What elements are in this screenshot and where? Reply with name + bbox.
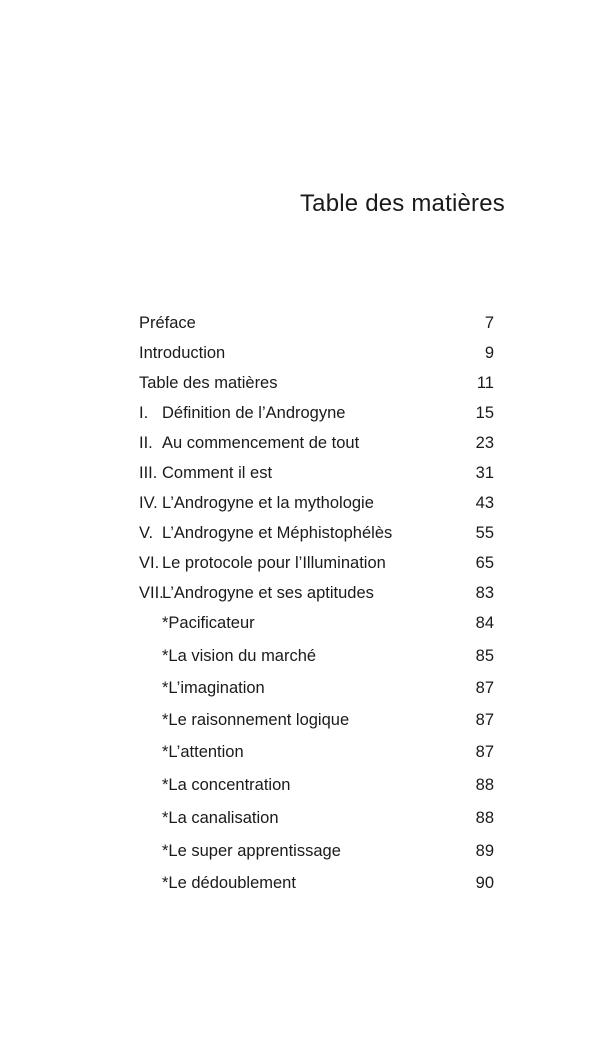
toc-subentry-label: *Le dédoublement bbox=[162, 874, 296, 892]
toc-subentry bbox=[139, 709, 494, 731]
toc-subentry bbox=[139, 774, 494, 796]
toc-entry bbox=[139, 432, 494, 454]
toc-entry-page: 65 bbox=[475, 554, 494, 572]
toc-entry bbox=[139, 582, 494, 604]
toc-subentry-label: *Le raisonnement logique bbox=[162, 711, 350, 729]
toc-entry-page: 55 bbox=[475, 524, 494, 542]
toc-entry-label: Comment il est bbox=[162, 464, 273, 482]
toc-entry-number: VII. bbox=[139, 584, 164, 602]
toc-entry-label: L’Androgyne et Méphistophélès bbox=[162, 524, 393, 542]
toc-entry-page: 15 bbox=[475, 404, 494, 422]
toc-entry-label: L’Androgyne et la mythologie bbox=[162, 494, 374, 512]
toc-entry-number: IV. bbox=[139, 494, 158, 512]
toc-entry bbox=[139, 462, 494, 484]
toc-subentry-label: *Le super apprentissage bbox=[162, 842, 341, 860]
toc-subentry bbox=[139, 840, 494, 862]
toc-entry bbox=[139, 372, 494, 394]
toc-entry bbox=[139, 522, 494, 544]
toc-entry-number: III. bbox=[139, 464, 158, 482]
toc-subentry-page: 90 bbox=[475, 874, 494, 892]
toc-subentry-label: *La canalisation bbox=[162, 809, 279, 827]
toc-subentry-page: 87 bbox=[475, 711, 494, 729]
toc-entry-page: 23 bbox=[475, 434, 494, 452]
toc-entry-number: VI. bbox=[139, 554, 160, 572]
toc-entry-page: 7 bbox=[484, 314, 494, 332]
toc-subentry bbox=[139, 645, 494, 667]
toc-entry bbox=[139, 552, 494, 574]
toc-subentry-label: *La vision du marché bbox=[162, 647, 317, 665]
toc-entry-label: Définition de l’Androgyne bbox=[162, 404, 346, 422]
toc-subentry bbox=[139, 872, 494, 894]
toc-entry-page: 31 bbox=[475, 464, 494, 482]
toc-entry-page: 9 bbox=[484, 344, 494, 362]
toc-subentry-label: *La concentration bbox=[162, 776, 291, 794]
toc-entry bbox=[139, 312, 494, 334]
toc-subentry bbox=[139, 807, 494, 829]
toc-subentry-page: 87 bbox=[475, 743, 494, 761]
page-title: Table des matières bbox=[299, 190, 505, 217]
toc-entry-page: 83 bbox=[475, 584, 494, 602]
toc-entry-label: Introduction bbox=[139, 344, 226, 362]
toc-subentry-page: 89 bbox=[475, 842, 494, 860]
toc-entry-page: 43 bbox=[475, 494, 494, 512]
toc-entry-label: Au commencement de tout bbox=[162, 434, 360, 452]
toc-entry bbox=[139, 492, 494, 514]
toc-entry-page: 11 bbox=[476, 374, 494, 392]
toc-entry-label: L’Androgyne et ses aptitudes bbox=[162, 584, 374, 602]
toc-subentry-page: 88 bbox=[475, 776, 494, 794]
toc-subentry-label: *Pacificateur bbox=[162, 614, 255, 632]
toc-entry-label: Le protocole pour l’Illumination bbox=[162, 554, 386, 572]
toc-subentry bbox=[139, 612, 494, 634]
toc-subentry-page: 84 bbox=[475, 614, 494, 632]
toc-entry-number: II. bbox=[139, 434, 153, 452]
toc-subentry-label: *L’attention bbox=[162, 743, 244, 761]
toc-subentry bbox=[139, 677, 494, 699]
toc-entry-label: Préface bbox=[139, 314, 196, 332]
toc-subentry-page: 88 bbox=[475, 809, 494, 827]
toc-subentry bbox=[139, 741, 494, 763]
toc-subentry-label: *L’imagination bbox=[162, 679, 265, 697]
toc-entry bbox=[139, 342, 494, 364]
toc-entry-label: Table des matières bbox=[139, 374, 278, 392]
toc-entry bbox=[139, 402, 494, 424]
toc-subentry-page: 87 bbox=[475, 679, 494, 697]
toc-entry-number: I. bbox=[139, 404, 149, 422]
toc-subentry-page: 85 bbox=[475, 647, 494, 665]
toc-entry-number: V. bbox=[139, 524, 154, 542]
